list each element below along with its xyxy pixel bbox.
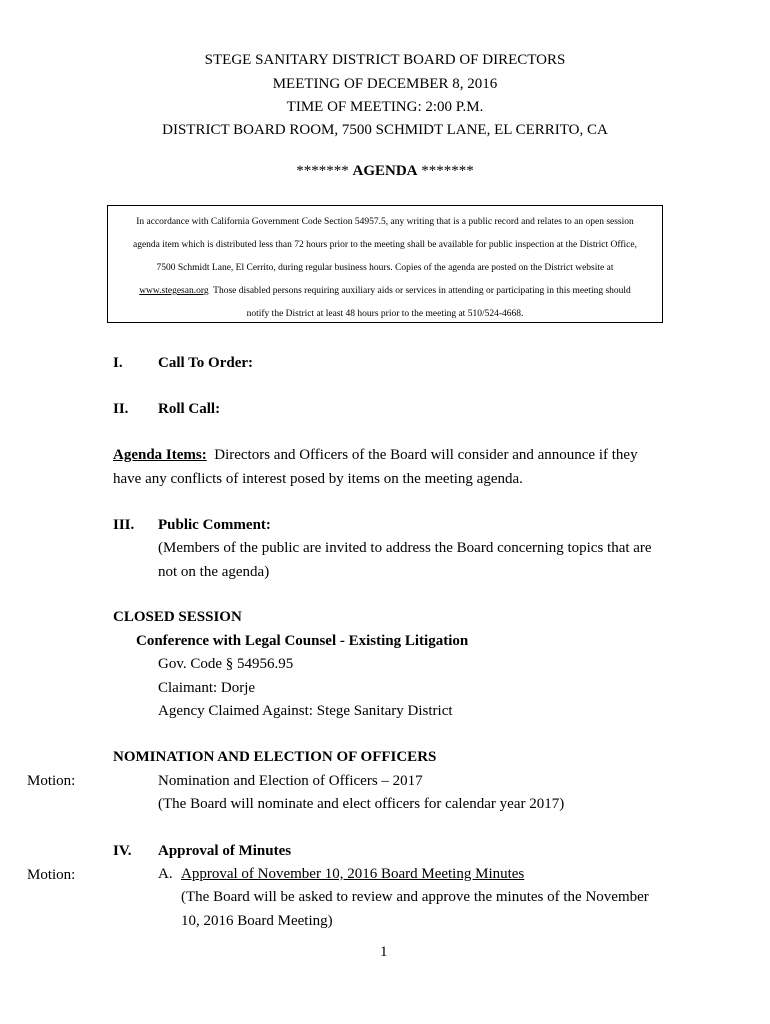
item-iv-a-title: Approval of November 10, 2016 Board Meeting Minutes — [181, 866, 525, 882]
item-iv-number: IV. — [113, 843, 132, 859]
item-iv-a-text-2: 10, 2016 Board Meeting) — [181, 913, 333, 929]
agenda-stars-left: ******* — [296, 163, 349, 179]
agenda-items-line-2: have any conflicts of interest posed by items on the meeting agenda. — [113, 471, 523, 487]
item-iv-a-text-1: (The Board will be asked to review and approve the minutes of the November — [181, 889, 649, 905]
item-i-number: I. — [113, 355, 123, 371]
agenda-heading — [0, 163, 770, 180]
item-iii-text-2: not on the agenda) — [158, 564, 270, 580]
agenda-items-label: Agenda Items: — [113, 447, 207, 463]
agenda-items-text-1: Directors and Officers of the Board will consider and announce if they — [206, 447, 638, 463]
nomination-line-1: Nomination and Election of Officers – 2017 — [158, 773, 423, 789]
item-iii-title: Public Comment: — [158, 517, 271, 533]
item-iv-title: Approval of Minutes — [158, 843, 292, 859]
notice-line-4-text: Those disabled persons requiring auxiliary aids or services in attending or participating in this meeting should — [208, 286, 631, 296]
header-line-4: DISTRICT BOARD ROOM, 7500 SCHMIDT LANE, EL CERRITO, CA — [162, 122, 608, 138]
item-iii-number: III. — [113, 517, 135, 533]
closed-session-line-3: Agency Claimed Against: Stege Sanitary District — [158, 703, 453, 719]
item-iv-a-letter: A. — [158, 866, 173, 882]
motion-label-2: Motion: — [27, 867, 76, 883]
notice-line-1: In accordance with California Government Code Section 54957.5, any writing that is a public record and relates to an open session — [136, 217, 634, 227]
item-ii-title: Roll Call: — [158, 401, 221, 417]
agenda-title: AGENDA — [352, 163, 418, 179]
closed-session-line-2: Claimant: Dorje — [158, 680, 256, 696]
header-line-2: MEETING OF DECEMBER 8, 2016 — [272, 76, 498, 92]
district-website-link[interactable]: www.stegesan.org — [139, 286, 209, 296]
agenda-items-line-1 — [113, 447, 638, 464]
nomination-line-2: (The Board will nominate and elect officers for calendar year 2017) — [158, 796, 565, 812]
item-i-title: Call To Order: — [158, 355, 254, 371]
closed-session-line-1: Gov. Code § 54956.95 — [158, 656, 294, 672]
notice-line-4 — [108, 286, 662, 296]
closed-session-subtitle: Conference with Legal Counsel - Existing Litigation — [136, 633, 469, 649]
notice-line-2: agenda item which is distributed less than 72 hours prior to the meeting shall be available for public inspection at the District Office, — [133, 240, 637, 250]
public-notice-box — [107, 205, 663, 323]
notice-line-3: 7500 Schmidt Lane, El Cerrito, during regular business hours. Copies of the agenda are posted on the District website at — [156, 263, 614, 273]
agenda-stars-right: ******* — [421, 163, 474, 179]
item-iii-text-1: (Members of the public are invited to address the Board concerning topics that are — [158, 540, 652, 556]
closed-session-title: CLOSED SESSION — [113, 609, 242, 625]
notice-line-5: notify the District at least 48 hours prior to the meeting at 510/524-4668. — [246, 309, 524, 319]
header-line-1: STEGE SANITARY DISTRICT BOARD OF DIRECTORS — [204, 52, 566, 68]
page-number: 1 — [380, 944, 388, 960]
item-ii-number: II. — [113, 401, 129, 417]
header-line-3: TIME OF MEETING: 2:00 P.M. — [286, 99, 484, 115]
nomination-title: NOMINATION AND ELECTION OF OFFICERS — [113, 749, 437, 765]
motion-label-1: Motion: — [27, 773, 76, 789]
